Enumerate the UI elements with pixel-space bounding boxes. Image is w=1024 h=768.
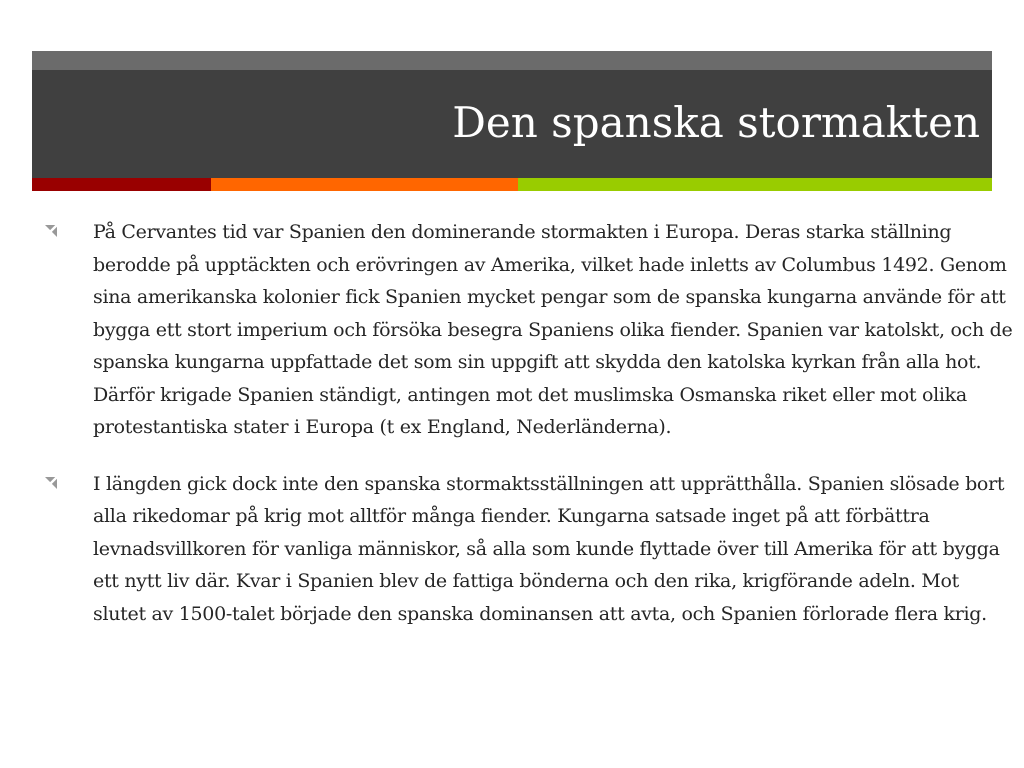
title-band	[32, 51, 992, 178]
accent-bar-orange	[211, 178, 518, 191]
title-band-top-strip	[32, 51, 992, 70]
accent-bar-red	[32, 178, 211, 191]
accent-bar-green	[518, 178, 992, 191]
bullet-text: I längden gick dock inte den spanska stormaktsställningen att upprätthålla. Spanien slösade bort alla rikedomar på krig mot alltför många fiender. Kungarna satsade inget på att förbättra levnadsvillkoren för vanliga människor, så alla som kunde flyttade över till Amerika för att bygga ett nytt liv där. Kvar i Spanien blev de fattiga bönderna och den rika, krigförande adeln. Mot slutet av 1500-talet började den spanska dominansen att avta, och Spanien förlorade flera krig.	[93, 472, 1005, 625]
arrow-icon	[44, 224, 58, 238]
bullet-list	[40, 216, 1015, 654]
slide-title: Den spanska stormakten	[452, 98, 980, 147]
bullet-item	[40, 216, 1015, 444]
bullet-item	[40, 468, 1015, 631]
bullet-text: På Cervantes tid var Spanien den dominerande stormakten i Europa. Deras starka ställning berodde på upptäckten och erövringen av Amerika, vilket hade inletts av Columbus 1492. Genom sina amerikanska kolonier fick Spanien mycket pengar som de spanska kungarna använde för att bygga ett stort imperium och försöka besegra Spaniens olika fiender. Spanien var katolskt, och de spanska kungarna uppfattade det som sin uppgift att skydda den katolska kyrkan från alla hot. Därför krigade Spanien ständigt, antingen mot det muslimska Osmanska riket eller mot olika protestantiska stater i Europa (t ex England, Nederländerna).	[93, 221, 1013, 438]
arrow-icon	[44, 476, 58, 490]
